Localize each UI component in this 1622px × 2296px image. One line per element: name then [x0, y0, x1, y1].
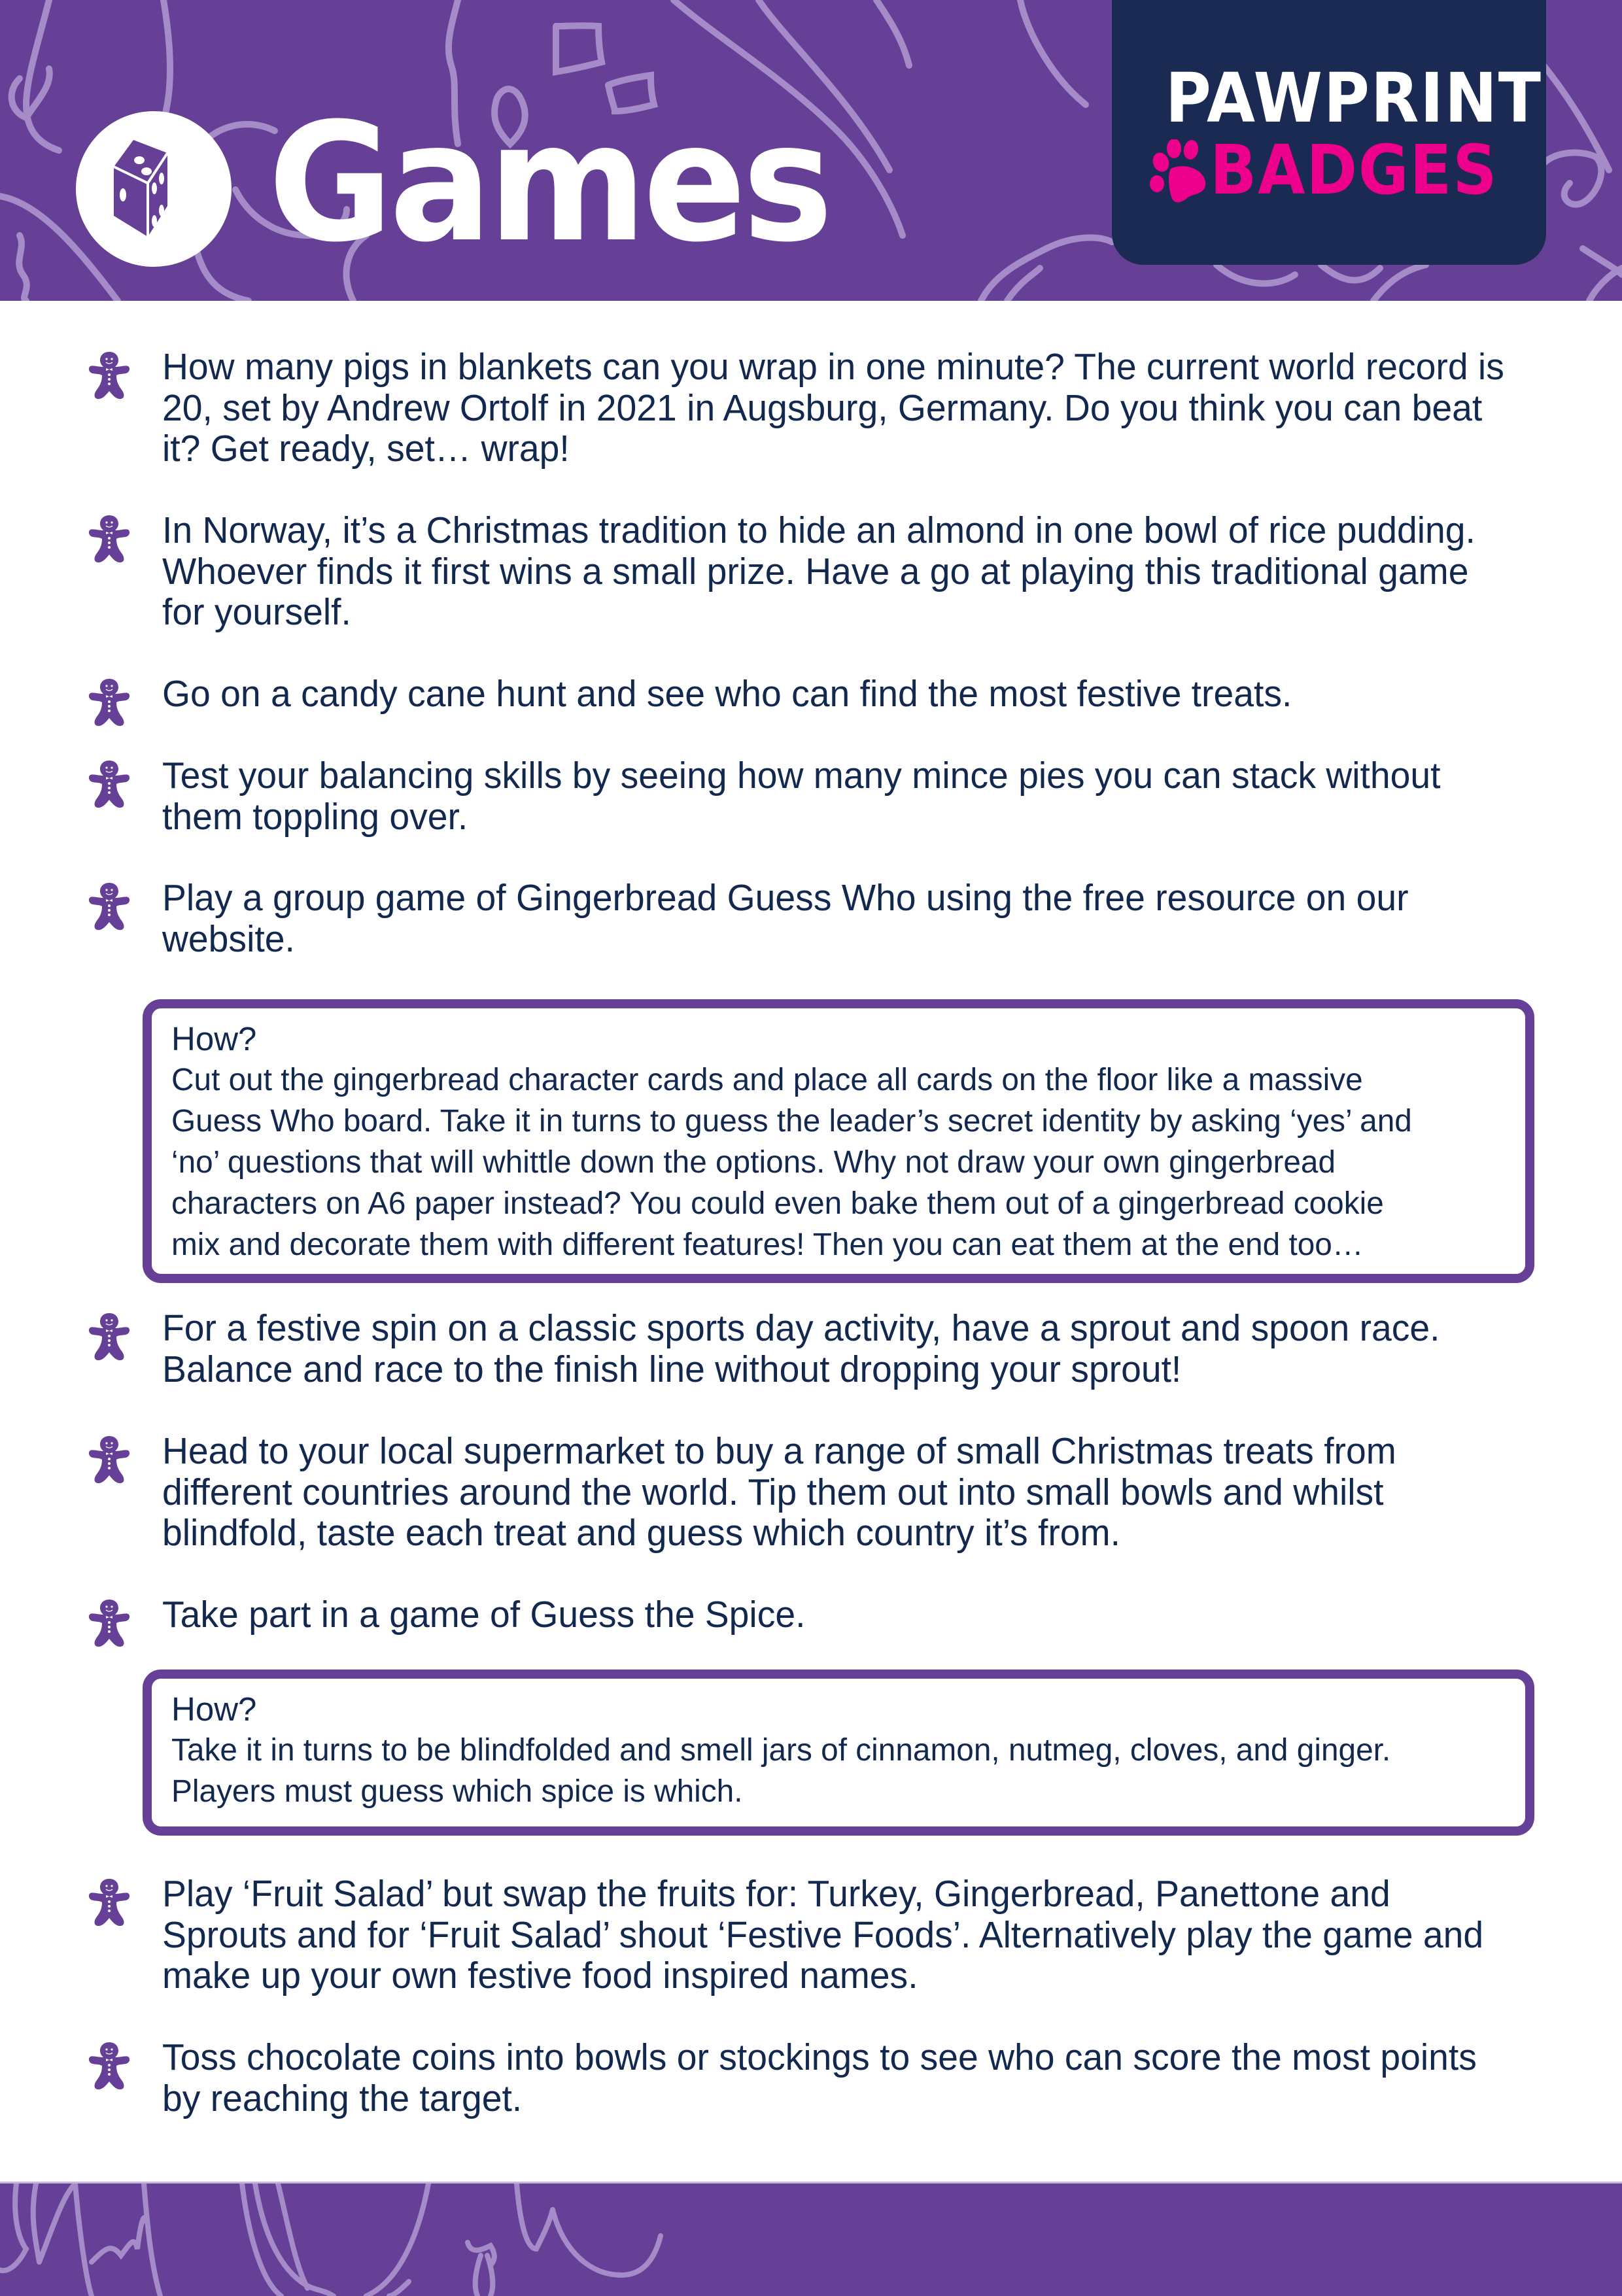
list-item-text: Test your balancing skills by seeing how many mince pies you can stack without them toppling over.	[162, 755, 1441, 838]
brand-line-2: BADGES	[1210, 130, 1498, 210]
gingerbread-man-icon	[86, 2040, 132, 2092]
how-body	[171, 1730, 1511, 1812]
how-body	[171, 1059, 1511, 1265]
gingerbread-man-icon	[86, 1433, 132, 1486]
how-line: characters on A6 paper instead? You could even bake them out of a gingerbread cookie	[171, 1186, 1384, 1221]
list-item-text: For a festive spin on a classic sports day activity, have a sprout and spoon race. Balance and race to the finish line without dropping your sprout!	[162, 1307, 1440, 1390]
list-item-text: How many pigs in blankets can you wrap in one minute? The current world record is 20, set by Andrew Ortolf in 2021 in Augsburg, Germany. Do you think you can beat it? Get ready, set… wrap!	[162, 346, 1504, 470]
how-line: Cut out the gingerbread character cards and place all cards on the floor like a massive	[171, 1062, 1363, 1097]
gingerbread-man-icon	[86, 1597, 132, 1649]
page-footer	[0, 2182, 1622, 2296]
how-to-box	[143, 1670, 1534, 1836]
how-to-box	[143, 999, 1534, 1283]
dice-icon	[76, 111, 232, 267]
how-title: How?	[171, 1020, 257, 1057]
gingerbread-man-icon	[86, 880, 132, 933]
how-line: ‘no’ questions that will whittle down the options. Why not draw your own gingerbread	[171, 1144, 1336, 1180]
gingerbread-man-icon	[86, 676, 132, 728]
dice-badge	[76, 111, 232, 267]
gingerbread-man-icon	[86, 1876, 132, 1928]
brand-logo	[1112, 0, 1546, 265]
gingerbread-man-icon	[86, 349, 132, 402]
how-line: Take it in turns to be blindfolded and smell jars of cinnamon, nutmeg, cloves, and ginger.	[171, 1732, 1391, 1768]
list-item-text: In Norway, it’s a Christmas tradition to hide an almond in one bowl of rice pudding. Whoever finds it first wins a small prize. Have a go at playing this traditional game for yourself.	[162, 509, 1475, 633]
list-item-text: Play a group game of Gingerbread Guess Who using the free resource on our website.	[162, 877, 1409, 960]
how-line: Guess Who board. Take it in turns to guess the leader’s secret identity by asking ‘yes’ and	[171, 1103, 1412, 1139]
list-item-text: Play ‘Fruit Salad’ but swap the fruits for: Turkey, Gingerbread, Panettone and Sprouts and for ‘Fruit Salad’ shout ‘Festive Foods’. Alternatively play the game and make up your own festive food inspired names.	[162, 1873, 1484, 1996]
how-line: Players must guess which spice is which.	[171, 1773, 743, 1809]
gingerbread-man-icon	[86, 758, 132, 810]
paw-icon	[1148, 139, 1213, 205]
gingerbread-man-icon	[86, 1311, 132, 1363]
page-header	[0, 0, 1622, 301]
brand-line-1: PAWPRINT	[1165, 58, 1542, 138]
how-title: How?	[171, 1690, 257, 1728]
list-item-text: Take part in a game of Guess the Spice.	[162, 1594, 806, 1636]
list-item-text: Toss chocolate coins into bowls or stockings to see who can score the most points by reaching the target.	[162, 2036, 1477, 2119]
how-line: mix and decorate them with different features! Then you can eat them at the end too…	[171, 1227, 1364, 1262]
festive-doodle-background	[0, 2184, 1622, 2296]
list-item-text: Head to your local supermarket to buy a range of small Christmas treats from different countries around the world. Tip them out into small bowls and whilst blindfold, taste each treat and guess which country it’s from.	[162, 1430, 1396, 1554]
page-title: Games	[268, 88, 830, 278]
list-item-text: Go on a candy cane hunt and see who can find the most festive treats.	[162, 673, 1292, 715]
gingerbread-man-icon	[86, 513, 132, 565]
